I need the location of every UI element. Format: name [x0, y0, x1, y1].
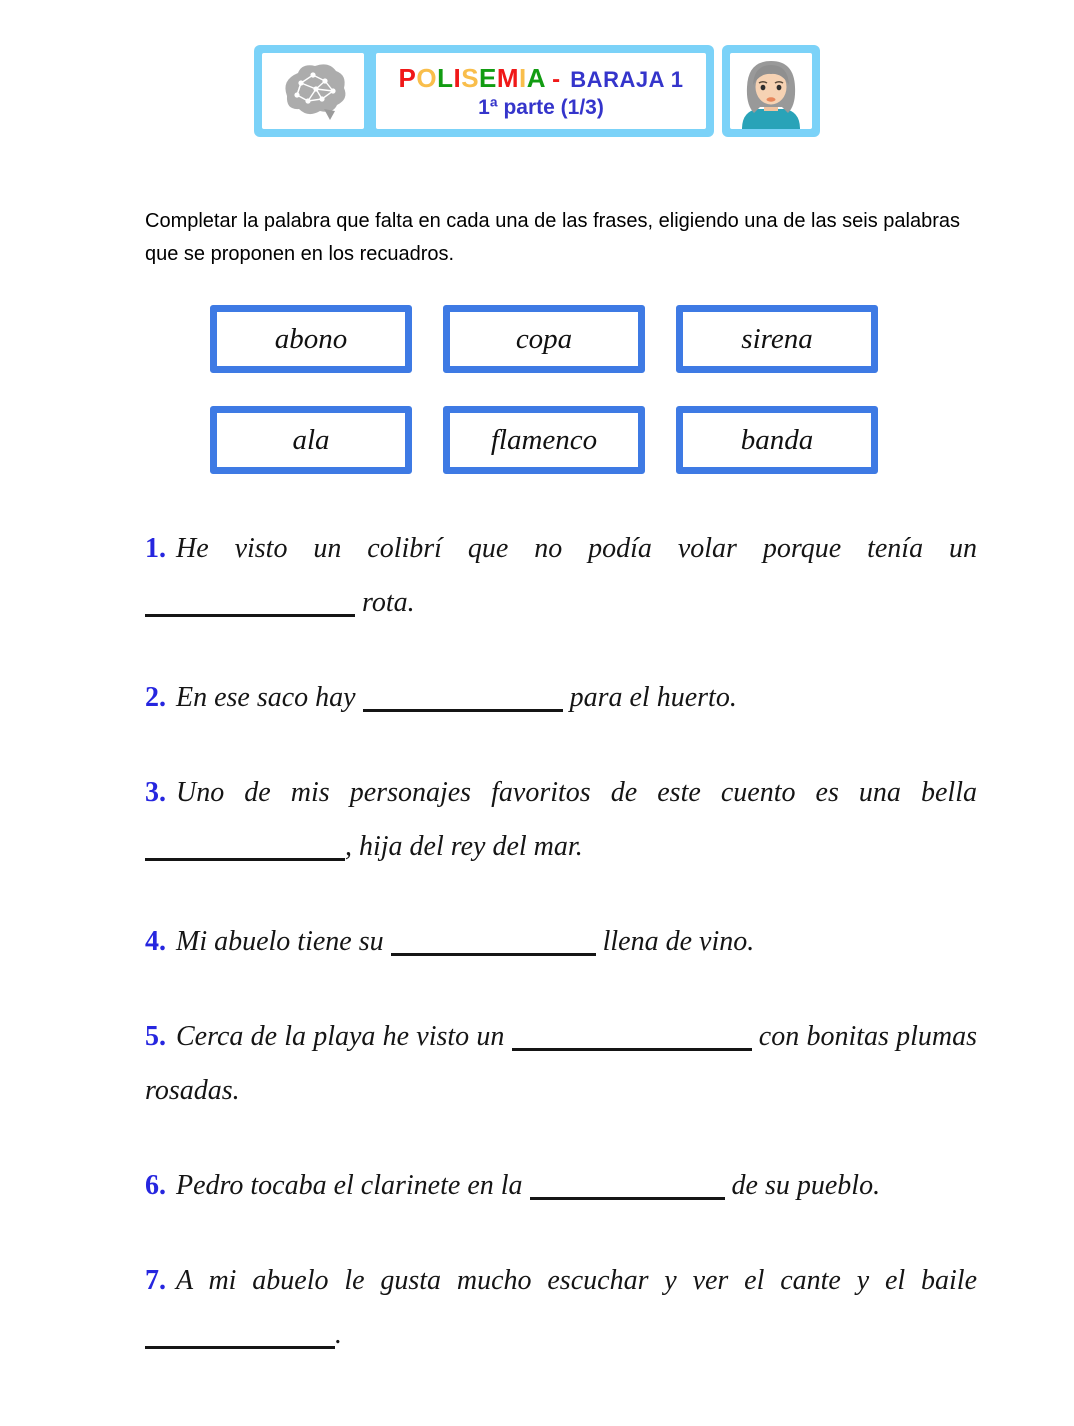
instructions-text: Completar la palabra que falta en cada una de las frases, eligiendo una de las seis palabras que se proponen en los recuadros.: [145, 210, 960, 265]
header: [0, 45, 1074, 137]
sentence-number: 1.: [145, 533, 166, 564]
blank-line: [391, 928, 596, 956]
word-label: copa: [515, 322, 573, 355]
title-line: [398, 63, 683, 94]
sentence-6: [145, 1159, 977, 1213]
title-box: [376, 53, 706, 129]
sentence-text-after: rota.: [355, 587, 415, 618]
sentence-3: [145, 766, 977, 874]
sentence-text-before: En ese saco hay: [176, 682, 356, 713]
sentence-text-after: con bonitas plumas rosadas.: [145, 1021, 978, 1106]
word-label: banda: [740, 423, 814, 456]
sentence-text-after: para el huerto.: [562, 682, 737, 713]
word-box: [210, 406, 412, 474]
sentence-text-after: , hija del rey del mar.: [345, 831, 583, 862]
sentence-text-before: Mi abuelo tiene su: [176, 926, 384, 957]
blank-line: [363, 684, 563, 712]
sentence-number: 7.: [145, 1265, 166, 1296]
sentence-text-before: Cerca de la playa he visto un: [176, 1021, 505, 1052]
word-label: ala: [292, 423, 330, 456]
worksheet-title: POLISEMIA: [398, 62, 547, 93]
sentence-7: [145, 1254, 977, 1362]
sentence-5: [145, 1010, 977, 1118]
sentence-text-after: .: [335, 1319, 342, 1350]
avatar: [730, 53, 812, 129]
brain-logo-box: [262, 53, 364, 129]
subtitle: 1ª parte (1/3): [478, 95, 604, 119]
header-right-frame: [722, 45, 820, 137]
word-label: flamenco: [490, 423, 598, 456]
woman-avatar-icon: [730, 53, 812, 129]
blank-line: [145, 589, 355, 617]
sentence-4: [145, 915, 977, 969]
word-label: sirena: [741, 322, 813, 355]
title-series: BARAJA 1: [570, 66, 684, 92]
sentence-text-before: Pedro tocaba el clarinete en la: [176, 1170, 523, 1201]
word-box: [443, 406, 645, 474]
sentence-text-after: llena de vino.: [595, 926, 755, 957]
sentence-number: 4.: [145, 926, 166, 957]
blank-line: [530, 1172, 725, 1200]
brain-network-icon: [271, 58, 355, 124]
word-box: [210, 305, 412, 373]
sentence-text-after: de su pueblo.: [724, 1170, 881, 1201]
sentence-text-before: A mi abuelo le gusta mucho escuchar y ver el cante y el baile: [176, 1265, 977, 1296]
sentence-text-before: Uno de mis personajes favoritos de este cuento es una bella: [176, 777, 977, 808]
word-bank: [210, 305, 878, 474]
word-label: abono: [274, 322, 348, 355]
word-box: [676, 305, 878, 373]
title-dash: -: [552, 65, 561, 93]
sentence-number: 5.: [145, 1021, 166, 1052]
sentence-text-before: He visto un colibrí que no podía volar porque tenía un: [176, 533, 977, 564]
sentence-list: [145, 522, 977, 1362]
sentence-1: [145, 522, 977, 630]
word-box: [443, 305, 645, 373]
blank-line: [145, 833, 345, 861]
sentence-number: 6.: [145, 1170, 166, 1201]
blank-line: [512, 1023, 752, 1051]
blank-line: [145, 1321, 335, 1349]
sentence-number: 2.: [145, 682, 166, 713]
sentence-number: 3.: [145, 777, 166, 808]
word-box: [676, 406, 878, 474]
header-left-frame: [254, 45, 714, 137]
sentence-2: [145, 671, 977, 725]
